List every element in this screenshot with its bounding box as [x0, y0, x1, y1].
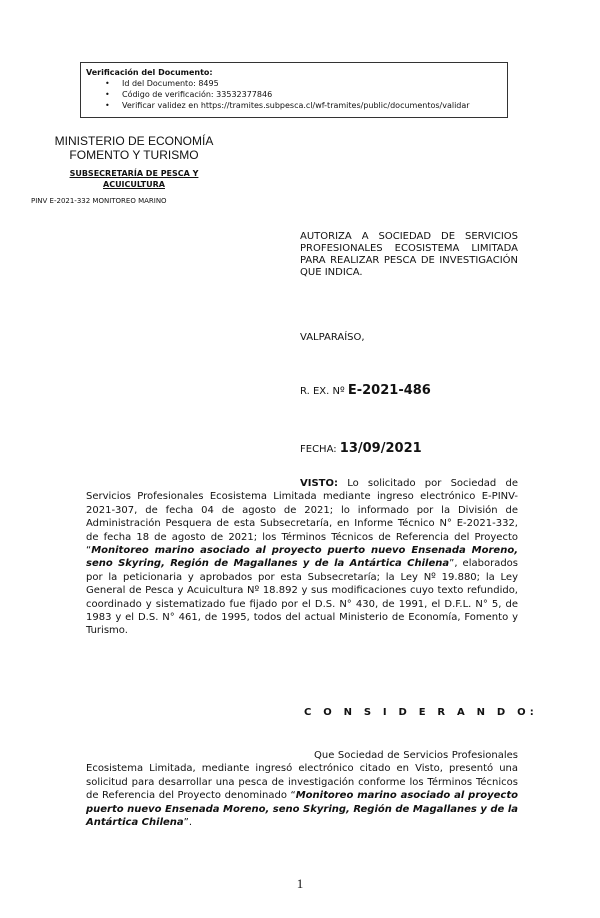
verification-item — [86, 100, 507, 111]
considerando-project-name: Monitoreo marino asociado al proyecto puerto nuevo Ensenada Moreno, seno Skyring, Región de Magallanes y de la Antártica Chilena — [86, 790, 519, 829]
considerando-heading: C O N S I D E R A N D O: — [304, 707, 538, 718]
subsecretaria-line-1: SUBSECRETARÍA DE PESCA Y — [69, 169, 199, 178]
ministry-line-2: FOMENTO Y TURISMO — [69, 148, 199, 162]
considerando-text-b: ”. — [183, 817, 193, 829]
bullet-icon: • — [105, 101, 110, 110]
visto-heading: VISTO: — [300, 478, 338, 489]
date-label: FECHA: — [300, 444, 337, 455]
ministry-name — [44, 134, 224, 162]
verification-list — [86, 78, 507, 111]
verification-url[interactable]: Verificar validez en https://tramites.subpesca.cl/wf-tramites/public/documentos/validar — [122, 101, 470, 110]
considerando-paragraph — [86, 749, 518, 829]
reference-code: PINV E-2021-332 MONITOREO MARINO — [31, 197, 167, 205]
bullet-icon: • — [105, 90, 110, 99]
visto-text-b: ”, elaborados por la peticionaria y aprobados por esta Subsecretaría; la Ley Nº 19.880; la Ley General de Pesca y Acuicultura Nº 18.892 y sus modificaciones cuyo texto refundido, coordinado y sistematizado fue fijado por el D.S. N° 430, de 1991, el D.F.L. N° 5, de 1983 y el D.S. N° 461, de 1995, todos del actual Ministerio de Economía, Fomento y Turismo. — [86, 558, 518, 637]
verification-item — [86, 89, 507, 100]
verification-code: Código de verificación: 33532377846 — [122, 90, 273, 99]
resolution-number: E-2021-486 — [347, 383, 431, 398]
ministry-line-1: MINISTERIO DE ECONOMÍA — [54, 134, 214, 148]
visto-paragraph — [86, 477, 518, 638]
resolution-subject: AUTORIZA A SOCIEDAD DE SERVICIOS PROFESIONALES ECOSISTEMA LIMITADA PARA REALIZAR PESCA DE INVESTIGACIÓN QUE INDICA. — [300, 231, 518, 278]
place: VALPARAÍSO, — [300, 332, 365, 343]
verification-box — [80, 62, 508, 118]
date-value: 13/09/2021 — [339, 441, 422, 456]
verification-item — [86, 78, 507, 89]
resolution-number-line — [300, 383, 431, 398]
page-number: 1 — [296, 876, 304, 891]
subsecretaria-line-2: ACUICULTURA — [103, 180, 165, 189]
visto-project-name: Monitoreo marino asociado al proyecto puerto nuevo Ensenada Moreno, seno Skyring, Región de Magallanes y de la Antártica Chilena — [86, 545, 518, 570]
date-line — [300, 441, 422, 456]
verification-title: Verificación del Documento: — [86, 68, 213, 77]
considerando-text-a: Que Sociedad de Servicios Profesionales Ecosistema Limitada, mediante ingresó electrónico citado en Visto, presentó una solicitud para desarrollar una pesca de investigación conforme los Términos Técnicos de Referencia del Proyecto denominado “ — [86, 750, 518, 802]
visto-text-a: Lo solicitado por Sociedad de Servicios Profesionales Ecosistema Limitada mediante ingreso electrónico E-PINV-2021-307, de fecha 04 de agosto de 2021; lo informado por la División de Administración Pesquera de esta Subsecretaría, en Informe Técnico N° E-2021-332, de fecha 18 de agosto de 2021; los Términos Técnicos de Referencia del Proyecto “ — [86, 478, 518, 557]
subsecretaria-name — [44, 168, 224, 190]
document-id: Id del Documento: 8495 — [122, 79, 219, 88]
resolution-label: R. EX. Nº — [300, 386, 345, 397]
bullet-icon: • — [105, 79, 110, 88]
